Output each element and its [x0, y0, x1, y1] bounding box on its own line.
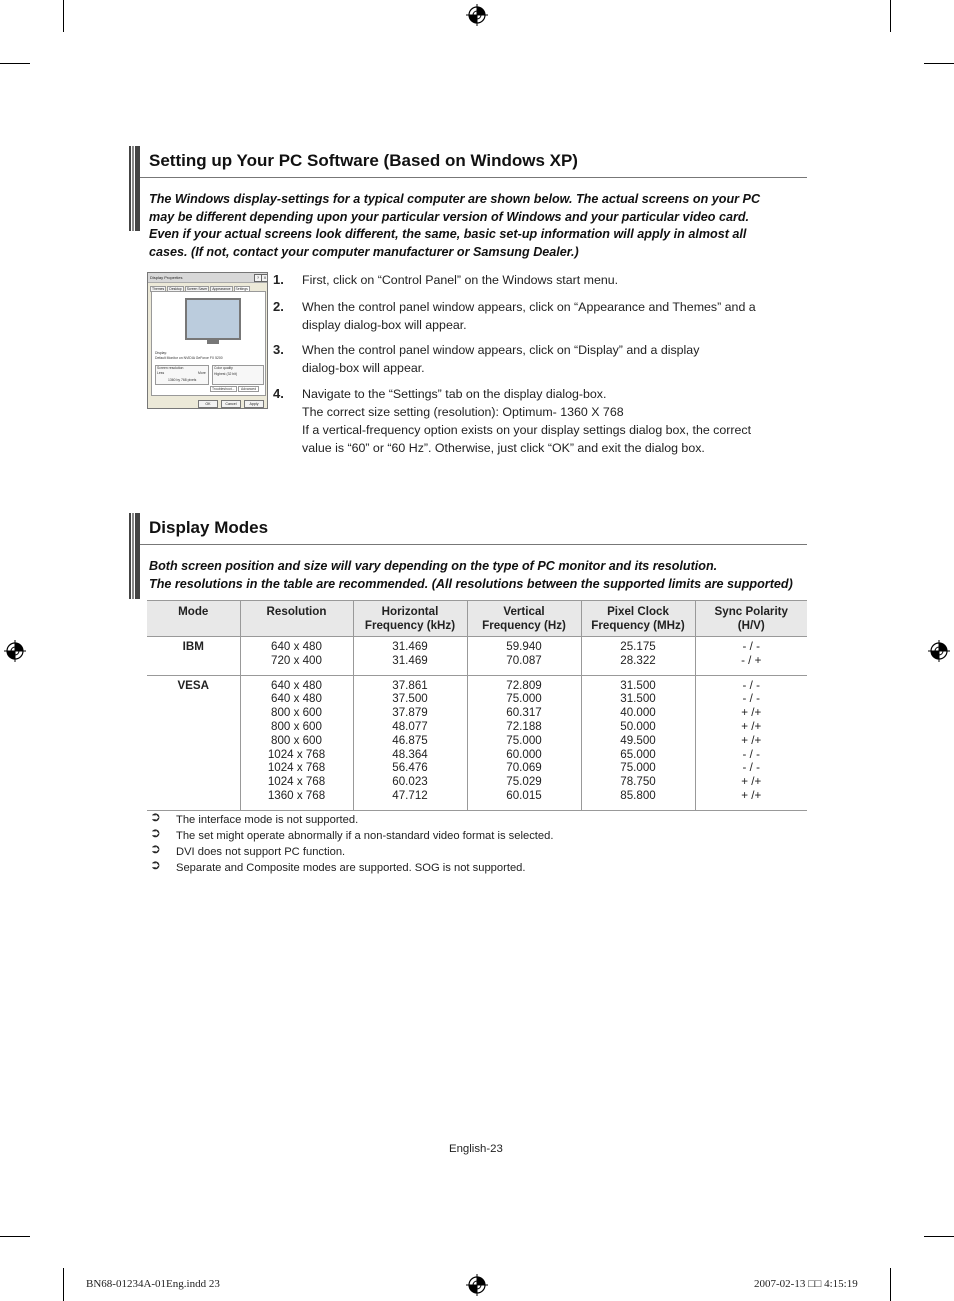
header-sync-polarity [695, 601, 807, 637]
cell-value: - / - [742, 692, 760, 706]
color-value: Highest (32 bit) [214, 372, 237, 376]
cell-value: 640 x 480 [271, 640, 322, 653]
color-label: Color quality [214, 366, 233, 370]
cell-resolution [240, 675, 353, 810]
cell-value: - / - [742, 640, 760, 653]
dialog-title-bar [148, 273, 267, 283]
header-line: Horizontal [381, 605, 439, 618]
display-label: Display: [155, 351, 168, 355]
cell-value: 60.317 [506, 706, 542, 720]
header-line: Frequency (kHz) [364, 618, 456, 632]
cell-value: 48.364 [392, 747, 428, 761]
cell-pclock [581, 675, 695, 810]
step-2 [273, 298, 803, 336]
less-label: Less [157, 371, 165, 375]
dialog-title: Display Properties [150, 275, 183, 280]
resolution-label: Screen resolution [157, 366, 184, 370]
cell-value: 31.500 [620, 678, 656, 692]
help-icon: ? [254, 274, 262, 282]
crop-mark [63, 1268, 64, 1301]
cell-value: 46.875 [392, 733, 428, 747]
step-3 [273, 341, 803, 379]
header-line: Frequency (Hz) [482, 618, 566, 632]
cell-resolution [240, 637, 353, 676]
dialog-tab: Appearance [212, 287, 231, 291]
crop-mark [0, 63, 30, 64]
cell-value: 28.322 [620, 653, 656, 667]
cell-mode: IBM [147, 637, 240, 676]
section-bar [129, 146, 140, 231]
cell-value: 1024 x 768 [267, 775, 326, 789]
section-intro-display-modes [149, 558, 809, 593]
cell-value: 72.188 [506, 719, 542, 733]
cell-value: 72.809 [506, 678, 542, 692]
step-line: value is “60” or “60 Hz”. Otherwise, just click “OK” and exit the dialog box. [302, 441, 705, 455]
slug-filename: BN68-01234A-01Eng.indd 23 [86, 1278, 220, 1290]
intro-line: Both screen position and size will vary depending on the type of PC monitor and its resolution. [149, 559, 718, 573]
cell-value: 800 x 600 [271, 719, 322, 733]
intro-line: The resolutions in the table are recommended. (All resolutions between the supported limits are supported) [149, 576, 793, 591]
step-line: First, click on “Control Panel” on the Windows start menu. [302, 273, 619, 287]
cell-vfreq [467, 637, 581, 676]
step-line: The correct size setting (resolution): Optimum- 1360 X 768 [302, 405, 624, 419]
advanced-button: Advanced [238, 386, 259, 392]
cell-hfreq [353, 675, 467, 810]
arrow-icon: ➲ [150, 809, 161, 824]
cell-value: 31.500 [620, 692, 656, 706]
arrow-icon: ➲ [150, 825, 161, 840]
cell-value: + /+ [741, 733, 762, 747]
cell-value: 31.469 [392, 640, 428, 653]
step-number: 2. [273, 299, 284, 314]
cell-value: 640 x 480 [271, 678, 322, 692]
cell-pclock [581, 637, 695, 676]
page-number: English-23 [449, 1143, 503, 1155]
step-line: When the control panel window appears, click on “Appearance and Themes” and a [302, 300, 756, 314]
registration-mark-icon [4, 640, 26, 662]
arrow-icon: ➲ [150, 841, 161, 856]
cancel-button: Cancel [221, 400, 241, 408]
crop-mark [63, 0, 64, 32]
cell-value: - / - [742, 761, 760, 775]
slug-timestamp: 2007-02-13 □□ 4:15:19 [754, 1278, 858, 1290]
cell-value: 25.175 [620, 640, 656, 653]
cell-value: 75.000 [620, 761, 656, 775]
header-line: Vertical [503, 605, 545, 618]
cell-value: 1360 x 768 [267, 788, 326, 802]
header-pixel-clock [581, 601, 695, 637]
dialog-tab: Desktop [169, 287, 182, 291]
crop-mark [890, 0, 891, 32]
section-rule [140, 544, 807, 545]
cell-value: - / - [742, 747, 760, 761]
dialog-tab: Screen Saver [186, 287, 208, 291]
display-modes-table [147, 600, 807, 811]
cell-value: 640 x 480 [271, 692, 322, 706]
intro-line: The Windows display-settings for a typical computer are shown below. The actual screens on your PC [149, 192, 761, 206]
step-text [302, 385, 802, 457]
cell-value: + /+ [741, 719, 762, 733]
cell-vfreq [467, 675, 581, 810]
step-number: 4. [273, 386, 284, 401]
note-text: Separate and Composite modes are supported. SOG is not supported. [176, 862, 526, 874]
cell-value: 50.000 [620, 719, 656, 733]
crop-mark [0, 1236, 30, 1237]
table-header-row [147, 601, 807, 637]
step-line: When the control panel window appears, click on “Display” and a display [302, 343, 700, 357]
cell-value: 1024 x 768 [267, 747, 326, 761]
cell-value: 49.500 [620, 733, 656, 747]
registration-mark-icon [466, 1274, 488, 1296]
cell-hfreq [353, 637, 467, 676]
cell-sync [695, 637, 807, 676]
header-line: (H/V) [737, 618, 765, 632]
dialog-tab: Themes [152, 287, 165, 291]
cell-value: - / - [742, 678, 760, 692]
cell-mode: VESA [147, 675, 240, 810]
cell-value: 78.750 [620, 775, 656, 789]
step-line: If a vertical-frequency option exists on your display settings dialog box, the correct [302, 423, 752, 437]
resolution-value: 1360 by 768 pixels [168, 378, 197, 382]
cell-value: 70.069 [506, 761, 542, 775]
troubleshoot-button: Troubleshoot... [212, 387, 235, 391]
header-line: Mode [178, 605, 209, 618]
header-mode [147, 601, 240, 637]
cell-value: 47.712 [392, 788, 428, 802]
ok-button: OK [198, 400, 218, 408]
cell-value: 75.000 [506, 692, 542, 706]
cell-value: 75.029 [506, 775, 542, 789]
close-icon: X [261, 274, 268, 282]
display-value: Default Monitor on NVIDIA GeForce FX 5200 [155, 356, 223, 360]
cell-value: 40.000 [620, 706, 656, 720]
step-number: 1. [273, 272, 284, 287]
step-text [302, 341, 802, 377]
registration-mark-icon [466, 4, 488, 26]
header-vertical-frequency [467, 601, 581, 637]
cell-value: - / + [741, 653, 762, 667]
cell-value: 31.469 [392, 653, 428, 667]
header-line: Pixel Clock [607, 605, 669, 618]
header-line: Sync Polarity [714, 605, 788, 618]
cell-value: 37.861 [392, 678, 428, 692]
step-line: Navigate to the “Settings” tab on the display dialog-box. [302, 387, 607, 401]
cell-value: + /+ [741, 706, 762, 720]
section-rule [140, 177, 807, 178]
cell-value: 37.500 [392, 692, 428, 706]
header-resolution [240, 601, 353, 637]
crop-mark [890, 1268, 891, 1301]
cell-value: 1024 x 768 [267, 761, 326, 775]
cell-value: + /+ [741, 775, 762, 789]
step-line: dialog-box will appear. [302, 361, 425, 375]
cell-sync [695, 675, 807, 810]
apply-button: Apply [244, 400, 264, 408]
table-row [147, 637, 807, 676]
step-number: 3. [273, 342, 284, 357]
crop-mark [924, 63, 954, 64]
cell-value: 60.023 [392, 775, 428, 789]
section-title-display-modes: Display Modes [149, 518, 269, 537]
header-line: Resolution [266, 605, 327, 618]
section-intro-pc-software [149, 191, 804, 261]
monitor-icon [185, 298, 241, 340]
section-title-pc-software: Setting up Your PC Software (Based on Windows XP) [149, 151, 578, 170]
step-4 [273, 385, 803, 459]
step-1 [273, 271, 803, 291]
header-horizontal-frequency [353, 601, 467, 637]
intro-line: Even if your actual screens look different, the same, basic set-up information will apply in almost all [149, 227, 747, 242]
note-text: The set might operate abnormally if a non-standard video format is selected. [176, 830, 554, 842]
cell-value: 60.015 [506, 788, 542, 802]
dialog-body [151, 291, 266, 396]
step-line: display dialog-box will appear. [302, 318, 467, 332]
step-text [302, 298, 802, 334]
cell-value: 720 x 400 [271, 653, 322, 667]
cell-value: 48.077 [392, 719, 428, 733]
dialog-tab-settings: Settings [235, 287, 248, 291]
intro-line: cases. (If not, contact your computer manufacturer or Samsung Dealer.) [149, 244, 579, 259]
cell-value: 800 x 600 [271, 706, 322, 720]
cell-value: 65.000 [620, 747, 656, 761]
cell-value: 59.940 [506, 640, 542, 653]
cell-value: 70.087 [506, 653, 542, 667]
cell-value: 75.000 [506, 733, 542, 747]
table-row [147, 675, 807, 810]
arrow-icon: ➲ [150, 857, 161, 872]
intro-line: may be different depending upon your particular version of Windows and your particular video card. [149, 209, 750, 224]
section-bar [129, 513, 140, 599]
header-line: Frequency (MHz) [591, 618, 685, 632]
cell-value: 800 x 600 [271, 733, 322, 747]
cell-value: 56.476 [392, 761, 428, 775]
step-text [302, 271, 802, 289]
registration-mark-icon [928, 640, 950, 662]
cell-value: + /+ [741, 788, 762, 802]
cell-value: 85.800 [620, 788, 656, 802]
display-properties-screenshot [147, 272, 268, 409]
crop-mark [924, 1236, 954, 1237]
cell-value: 37.879 [392, 706, 428, 720]
note-text: The interface mode is not supported. [176, 814, 359, 826]
note-text: DVI does not support PC function. [176, 846, 346, 858]
cell-value: 60.000 [506, 747, 542, 761]
more-label: More [198, 371, 206, 375]
